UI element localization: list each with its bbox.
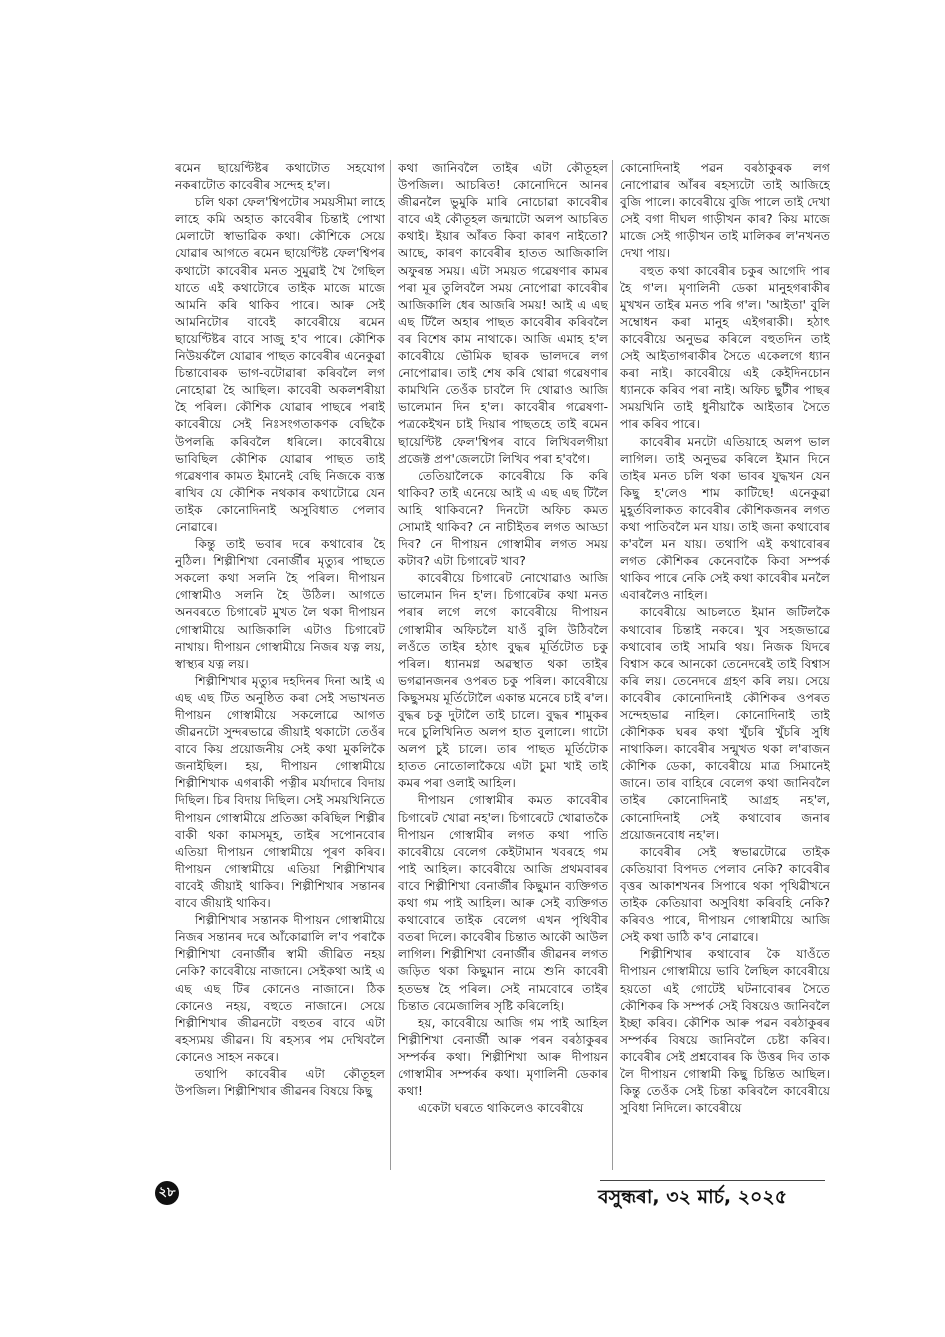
running-footer [598, 1183, 828, 1215]
paragraph: শিল্পীশিখাৰ সন্তানক দীপায়ন গোস্বামীয়ে নিজৰ সন্তানৰ দৰে আঁকোৱালি ল'ব পৰাকৈ শিল্পীশিখা বেনাৰ্জীৰ স্বামী জীৱিত নহয় নেকি? কাবেৰীয়ে নাজানে। সেইকথা আই এ এছ এছ টিৰ কোনেও নাজানে। ঠিক কোনেও নহয়, বহুতে নাজানে। সেয়ে শিল্পীশিখাৰ জীৱনটো বহুতৰ বাবে এটা ৰহস্যময় জীৱন। যি ৰহস্যৰ পম দেখিবলৈ কোনেও সাহস নকৰে। [175, 913, 385, 1064]
publication-name: বসুন্ধৰা, [598, 1186, 660, 1208]
text-column-2 [398, 160, 608, 1170]
paragraph: তথাপি কাবেৰীৰ এটা কৌতূহল উপজিল। শিল্পীশিখাৰ জীৱনৰ বিষয়ে কিছু [175, 1066, 385, 1099]
paragraph: কাবেৰীয়ে আচলতে ইমান জটিলকৈ কথাবোৰ চিন্তাই নকৰে। খুব সহজভাৱে কথাবোৰ তাই সামৰি থয়। নিজক যিদৰে বিশ্বাস কৰে আনকো তেনেদৰেই তাই বিশ্বাস কৰি লয়। তেনেদৰে গ্ৰহণ কৰি লয়। সেয়ে কাবেৰীৰ কোনোদিনাই কৌশিকৰ ওপৰত সন্দেহভাৱ নাহিল। কোনোদিনাই তাই কৌশিকক ঘৰৰ কথা খুঁচৰি খুঁচৰি সুধি নাথাকিল। কাবেৰীৰ সন্মুখত থকা ল'ৰাজন কৌশিক ডেকা, কাবেৰীয়ে মাত্ৰ সিমানেই জানে। তাৰ বাহিৰে বেলেগ কথা জানিবলৈ তাইৰ কোনোদিনাই আগ্ৰহ নহ'ল, কোনোদিনাই সেই কথাবোৰ জনাৰ প্ৰয়োজনবোধ নহ'ল। [620, 605, 830, 842]
footer-rule [600, 1180, 825, 1181]
column-divider [612, 160, 613, 1170]
text-column-1 [175, 160, 385, 1170]
paragraph: দীপায়ন গোস্বামীৰ কমত কাবেৰীৰ চিগাৰেট খোৱা নহ'ল। চিগাৰেটে খোৱাতকৈ দীপায়ন গোস্বামীৰ লগত কথা পাতি কাবেৰীয়ে বেলেগ কেইটামান খবৰহে গম পাই আহিল। কাবেৰীয়ে আজি প্ৰথমবাৰৰ বাবে শিল্পীশিখা বেনাৰ্জীৰ কিছুমান ব্যক্তিগত কথা গম পাই আহিল। আৰু সেই ব্যক্তিগত কথাবোৰে তাইক বেলেগ এখন পৃথিবীৰ বতৰা দিলে। কাবেৰীৰ চিন্তাত আকৌ আউল লাগিল। শিল্পীশিখা বেনাৰ্জীৰ জীৱনৰ লগত জড়িত থকা কিছুমান নামে শুনি কাবেৰী হতভম্ব হৈ পৰিল। সেই নামবোৰে তাইৰ চিন্তাত বেমেজালিৰ সৃষ্টি কৰিলেহি। [398, 793, 608, 1013]
paragraph: শিল্পীশিখাৰ কথাবোৰ কৈ যাওঁতে দীপায়ন গোস্বামীয়ে ভাবি লৈছিল কাবেৰীয়ে হয়তো এই গোটেই ঘটনাবোৰৰ সৈতে কৌশিকৰ কি সম্পৰ্ক সেই বিষয়েও জানিবলৈ ইচ্ছা কৰিব। কৌশিক আৰু পৱন বৰঠাকুৰৰ সম্পৰ্কৰ বিষয়ে জানিবলৈ চেষ্টা কৰিব। কাবেৰীৰ সেই প্ৰশ্নবোৰৰ কি উত্তৰ দিব তাক লৈ দীপায়ন গোস্বামী কিছু চিন্তিত আছিল। কিন্তু তেওঁক সেই চিন্তা কৰিবলৈ কাবেৰীয়ে সুবিধা নিদিলে। কাবেৰীয়ে [620, 947, 830, 1116]
paragraph: ৰমেন ছায়েণ্টিষ্টৰ কথাটোত সহযোগ নকৰাটোত কাবেৰীৰ সন্দেহ হ'ল। [175, 161, 385, 193]
page-number: ২৮ [155, 1181, 179, 1205]
paragraph: কাবেৰীৰ সেই স্বভাৱটোৱে তাইক কেতিয়াবা বিপদত পেলাব নেকি? কাবেৰীৰ বৃত্তৰ আকাশখনৰ সিপাৰে থকা পৃথিৱীখনে তাইক কেতিয়াবা অসুবিধা কৰিবহি নেকি? কৰিবও পাৰে, দীপায়ন গোস্বামীয়ে আজি সেই কথা ডাঠি ক'ব নোৱাৰে। [620, 844, 830, 945]
paragraph: শিল্পীশিখাৰ মৃত্যুৰ দহদিনৰ দিনা আই এ এছ এছ টিত অনুষ্ঠিত কৰা সেই সভাখনত দীপায়ন গোস্বামীয়ে সকলোৱে আগত জীৱনটো সুন্দৰভাৱে জীয়াই থকাটো তেওঁৰ বাবে কিয় প্ৰয়োজনীয় সেই কথা মুকলিকৈ জনাইছিল। হয়, দীপায়ন গোস্বামীয়ে শিল্পীশিখাক এগৰাকী পত্নীৰ মৰ্যাদাৰে বিদায় দিছিল। চিৰ বিদায় দিছিল। সেই সময়খিনিতে দীপায়ন গোস্বামীয়ে প্ৰতিজ্ঞা কৰিছিল শিল্পীৰ বাকী থকা কামসমূহ, তাইৰ সপোনবোৰ এতিয়া দীপায়ন গোস্বামীয়ে পূৰণ কৰিব। দীপায়ন গোস্বামীয়ে এতিয়া শিল্পীশিখাৰ বাবেই জীয়াই থাকিব। শিল্পীশিখাৰ সন্তানৰ বাবে জীয়াই থাকিব। [175, 673, 385, 911]
paragraph: কোনোদিনাই পৱন বৰঠাকুৰক লগ নোপোৱাৰ আঁৰৰ ৰহস্যটো তাই আজিহে বুজি পালে। কাবেৰীয়ে বুজি পালে তাই দেখা সেই বগা দীঘল গাড়ীখন কাৰ? কিয় মাজে মাজে সেই গাড়ীখন তাই মালিকৰ ল'নখনত দেখা পায়। [620, 161, 830, 261]
paragraph: একেটা ঘৰতে থাকিলেও কাবেৰীয়ে [418, 1101, 584, 1116]
paragraph: কথা জানিবলৈ তাইৰ এটা কৌতূহল উপজিল। আচৰিত! কোনোদিনে আনৰ জীৱনলৈ ভুমুকি মাৰি নোচোৱা কাবেৰীৰ বাবে এই কৌতূহল জন্মাটো অলপ আচৰিত কথাই। ইয়াৰ আঁৰত কিবা কাৰণ নাইতো? আছে, কাৰণ কাবেৰীৰ হাতত আজিকালি অফুৰন্ত সময়। এটা সময়ত গৱেষণাৰ কামৰ পৰা মূৰ তুলিবলৈ সময় নোপোৱা কাবেৰীৰ আজিকালি ধেৰ আজৰি সময়! আই এ এছ এছ টিলৈ অহাৰ পাছত কাবেৰীৰ কৰিবলৈ বৰ বিশেষ কাম নাথাকে। আজি এমাহ হ'ল কাবেৰীয়ে ভৌমিক ছাৰক ভালদৰে লগ নোপোৱাৰ। তাই শেষ কৰি থোৱা গৱেষণাৰ কামখিনি তেওঁক চাবলৈ দি থোৱাও আজি ভালেমান দিন হ'ল। কাবেৰীৰ গৱেষণা-পত্ৰকেইখন চাই দিয়াৰ পাছতহে তাই ৰমেন ছায়েণ্টিষ্ট ফেল'শ্বিপৰ বাবে লিখিবলগীয়া প্ৰজেক্ট প্ৰপ'জেলটো লিখিব পৰা হ'বগৈ। [398, 161, 608, 466]
paragraph: হয়, কাবেৰীয়ে আজি গম পাই আহিল শিল্পীশিখা বেনাৰ্জী আৰু পৰন বৰঠাকুৰৰ সম্পৰ্কৰ কথা। শিল্পীশিখা আৰু দীপায়ন গোস্বামীৰ সম্পৰ্কৰ কথা। মৃণালিনী ডেকাৰ কথা! [398, 1015, 608, 1099]
paragraph: কাবেৰীয়ে চিগাৰেট নোখোৱাও আজি ভালেমান দিন হ'ল। চিগাৰেটৰ কথা মনত পৰাৰ লগে লগে কাবেৰীয়ে দীপায়ন গোস্বামীৰ অফিচলৈ যাওঁ বুলি উঠিবলৈ লওঁতে তাইৰ হঠাৎ বুদ্ধৰ মূৰ্তিটোত চকু পৰিল। ধ্যানমগ্ন অৱস্থাত থকা তাইৰ ভগৱানজনৰ ওপৰত চকু পৰিল। কাবেৰীয়ে কিছুসময় মূৰ্তিটোলৈ একান্ত মনেৰে চাই ৰ'ল। বুদ্ধৰ চকু দুটালৈ তাই চালে। বুদ্ধৰ শামুকৰ দৰে চুলিখিনিত অলপ হাত বুলালে। গাটো অলপ চুই চালে। তাৰ পাছত মূৰ্তিটোক হাতত নোতোলাকৈয়ে এটা চুমা খাই তাই কমৰ পৰা ওলাই আহিল। [398, 571, 608, 791]
paragraph: তেতিয়ালৈকে কাবেৰীয়ে কি কৰি থাকিব? তাই এনেয়ে আই এ এছ এছ টিলৈ আহি থাকিবনে? দিনটো অফিচ কমত সোমাই থাকিব? নে নাচীইতৰ লগত আড্ডা দিব? নে দীপায়ন গোস্বামীৰ লগত সময় কটাব? এটা চিগাৰেট খাব? [398, 468, 608, 569]
paragraph: বহুত কথা কাবেৰীৰ চকুৰ আগেদি পাৰ হৈ গ'ল। মৃণালিনী ডেকা মানুহগৰাকীৰ মুখখন তাইৰ মনত পৰি গ'ল। 'আইতা' বুলি সম্বোধন কৰা মানুহ এইগৰাকী। হঠাৎ কাবেৰীয়ে অনুভৱ কৰিলে বহুতদিন তাই সেই আইতাগৰাকীৰ সৈতে একেলগে ধ্যান কৰা নাই। কাবেৰীয়ে এই কেইদিনচোন ধ্যানকে কৰিব পৰা নাই। অফিচ ছুটীৰ পাছৰ সময়খিনি তাই ধুনীয়াকৈ আইতাৰ সৈতে পাৰ কৰিব পাৰে। [620, 263, 830, 432]
text-column-3 [620, 160, 830, 1170]
paragraph: কাবেৰীৰ মনটো এতিয়াহে অলপ ভাল লাগিল। তাই অনুভৱ কৰিলে ইমান দিনে তাইৰ মনত চলি থকা ভাবৰ যুদ্ধখন যেন কিছু হ'লেও শাম কাটিছে! এনেকুৱা মুহূৰ্তবিলাকত কাবেৰীৰ কৌশিকজনৰ লগত কথা পাতিবলৈ মন যায়। তাই জনা কথাবোৰ ক'বলৈ মন যায়। তথাপি এই কথাবোৰৰ লগত কৌশিকৰ কেনেবাকৈ কিবা সম্পৰ্ক থাকিব পাৰে নেকি সেই কথা কাবেৰীৰ মনলৈ এবাৰলৈও নাহিল। [620, 434, 830, 603]
paragraph: চলি থকা ফেল'শ্বিপটোৰ সময়সীমা লাহে লাহে কমি অহাত কাবেৰীৰ চিন্তাই পোখা মেলাটো স্বাভাৱিক কথা। কৌশিকে সেয়ে যোৱাৰ আগতে ৰমেন ছায়েণ্টিষ্ট ফেল'শ্বিপৰ কথাটো কাবেৰীৰ মনত সুমুৱাই খৈ গৈছিল যাতে এই কথাটোৰে তাইক মাজে মাজে আমনি কৰি থাকিব পাৰে। আৰু সেই আমনিটোৰ বাবেই কাবেৰীয়ে ৰমেন ছায়েণ্টিষ্টৰ বাবে সাজু হ'ব পাৰে। কৌশিক নিউয়ৰ্কলৈ যোৱাৰ পাছত কাবেৰীৰ এনেকুৱা চিন্তাবোৰক ভাগ-বটোৱাৰা কৰিবলৈ লগ নোহোৱা হৈ আছিল। কাবেৰী অকলশৰীয়া হৈ পৰিল। কৌশিক যোৱাৰ পাছৰে পৰাই কাবেৰীয়ে সেই নিঃসংগতাকণক বেছিকৈ উপলব্ধি কৰিবলৈ ধৰিলে। কাবেৰীয়ে ভাবিছিল কৌশিক যোৱাৰ পাছত তাই গৱেষণাৰ কামত ইমানেই বেছি নিজকে ব্যস্ত ৰাখিব যে কৌশিক নথকাৰ কথাটোৱে যেন তাইক কোনোদিনাই অসুবিধাত পেলাব নোৱাৰে। [175, 195, 385, 534]
column-divider [390, 160, 391, 1170]
issue-date: ৩২ মাৰ্চ, ২০২৫ [666, 1186, 788, 1208]
paragraph: কিন্তু তাই ভবাৰ দৰে কথাবোৰ হৈ নুঠিল। শিল্পীশিখা বেনাৰ্জীৰ মৃত্যুৰ পাছতে সকলো কথা সলনি হৈ পৰিল। দীপায়ন গোস্বামীও সলনি হৈ উঠিল। আগতে অনবৰতে চিগাৰেট মুখত লৈ থকা দীপায়ন গোস্বামীয়ে আজিকালি এটাও চিগাৰেট নাখায়। দীপায়ন গোস্বামীয়ে নিজৰ যত্ন লয়, স্বাস্থ্যৰ যত্ন লয়। [175, 537, 385, 671]
